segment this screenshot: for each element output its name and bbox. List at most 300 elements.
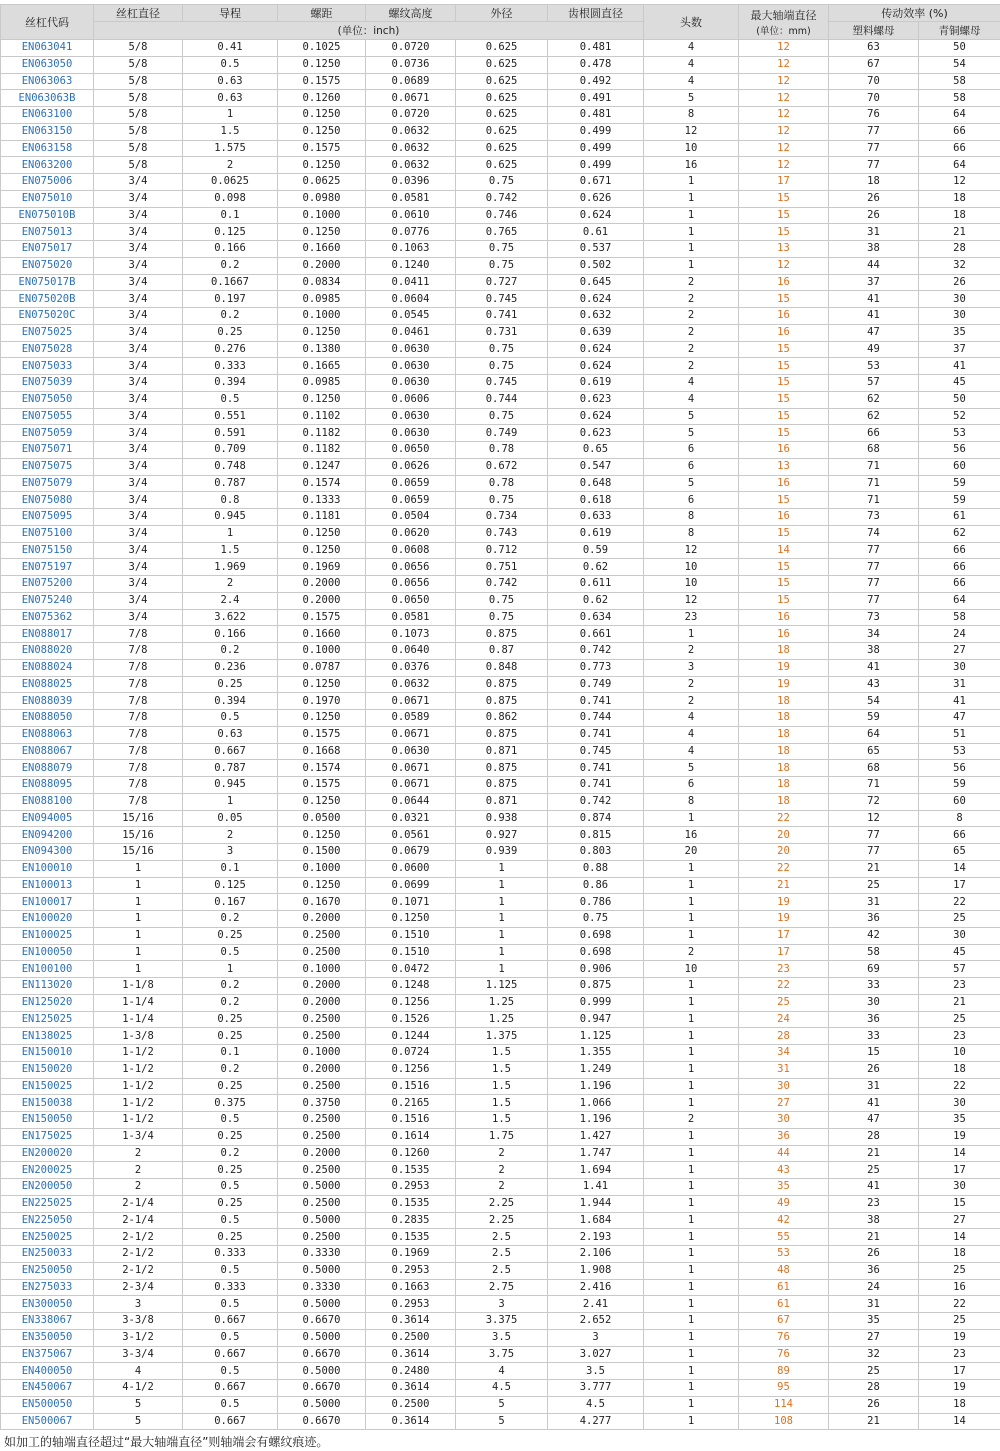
cell-diameter: 3/4 xyxy=(94,592,183,609)
cell-pitch: 0.1668 xyxy=(278,743,366,760)
cell-max-shaft: 16 xyxy=(739,475,829,492)
cell-root-diameter: 1.684 xyxy=(548,1212,644,1229)
cell-bronze-efficiency: 30 xyxy=(919,927,1000,944)
cell-plastic-efficiency: 37 xyxy=(829,274,919,291)
cell-diameter: 7/8 xyxy=(94,710,183,727)
cell-lead: 0.63 xyxy=(183,73,278,90)
cell-code: EN350050 xyxy=(1,1329,94,1346)
cell-bronze-efficiency: 19 xyxy=(919,1329,1000,1346)
table-row xyxy=(1,425,1000,442)
table-row xyxy=(1,1095,1000,1112)
cell-pitch: 0.2500 xyxy=(278,927,366,944)
cell-starts: 2 xyxy=(644,693,739,710)
cell-outer-diameter: 0.875 xyxy=(456,626,548,643)
cell-diameter: 2 xyxy=(94,1145,183,1162)
cell-lead: 0.787 xyxy=(183,475,278,492)
cell-root-diameter: 0.619 xyxy=(548,375,644,392)
cell-diameter: 3-3/4 xyxy=(94,1346,183,1363)
cell-bronze-efficiency: 16 xyxy=(919,1279,1000,1296)
cell-lead: 0.2 xyxy=(183,911,278,928)
cell-thread-height: 0.0472 xyxy=(366,961,456,978)
cell-max-shaft: 12 xyxy=(739,140,829,157)
cell-pitch: 0.3330 xyxy=(278,1246,366,1263)
table-row xyxy=(1,1279,1000,1296)
cell-pitch: 0.1000 xyxy=(278,308,366,325)
cell-plastic-efficiency: 41 xyxy=(829,659,919,676)
cell-starts: 1 xyxy=(644,224,739,241)
cell-max-shaft: 15 xyxy=(739,408,829,425)
cell-pitch: 0.1660 xyxy=(278,626,366,643)
cell-outer-diameter: 0.875 xyxy=(456,693,548,710)
cell-diameter: 2-1/2 xyxy=(94,1246,183,1263)
cell-max-shaft: 18 xyxy=(739,743,829,760)
cell-thread-height: 0.0630 xyxy=(366,425,456,442)
cell-root-diameter: 2.41 xyxy=(548,1296,644,1313)
cell-outer-diameter: 0.625 xyxy=(456,107,548,124)
cell-plastic-efficiency: 77 xyxy=(829,592,919,609)
cell-root-diameter: 0.749 xyxy=(548,676,644,693)
cell-lead: 0.1667 xyxy=(183,274,278,291)
cell-bronze-efficiency: 54 xyxy=(919,56,1000,73)
cell-lead: 0.394 xyxy=(183,693,278,710)
cell-plastic-efficiency: 49 xyxy=(829,341,919,358)
cell-pitch: 0.1574 xyxy=(278,475,366,492)
cell-starts: 20 xyxy=(644,844,739,861)
cell-lead: 0.125 xyxy=(183,224,278,241)
cell-lead: 0.166 xyxy=(183,241,278,258)
cell-diameter: 3/4 xyxy=(94,291,183,308)
cell-pitch: 0.2000 xyxy=(278,911,366,928)
cell-pitch: 0.6670 xyxy=(278,1313,366,1330)
cell-outer-diameter: 2.25 xyxy=(456,1195,548,1212)
cell-outer-diameter: 0.712 xyxy=(456,542,548,559)
table-row xyxy=(1,911,1000,928)
cell-bronze-efficiency: 25 xyxy=(919,1011,1000,1028)
cell-lead: 0.748 xyxy=(183,458,278,475)
cell-diameter: 3/4 xyxy=(94,458,183,475)
cell-thread-height: 0.0504 xyxy=(366,509,456,526)
cell-thread-height: 0.0411 xyxy=(366,274,456,291)
cell-thread-height: 0.1535 xyxy=(366,1229,456,1246)
cell-root-diameter: 3.777 xyxy=(548,1380,644,1397)
table-row xyxy=(1,207,1000,224)
cell-plastic-efficiency: 54 xyxy=(829,693,919,710)
cell-starts: 8 xyxy=(644,107,739,124)
cell-outer-diameter: 0.75 xyxy=(456,592,548,609)
cell-code: EN125020 xyxy=(1,994,94,1011)
cell-code: EN088017 xyxy=(1,626,94,643)
cell-code: EN075055 xyxy=(1,408,94,425)
cell-diameter: 1-1/2 xyxy=(94,1045,183,1062)
cell-pitch: 0.2000 xyxy=(278,1145,366,1162)
cell-max-shaft: 15 xyxy=(739,341,829,358)
cell-root-diameter: 0.648 xyxy=(548,475,644,492)
table-row xyxy=(1,1212,1000,1229)
cell-root-diameter: 0.61 xyxy=(548,224,644,241)
cell-pitch: 0.1250 xyxy=(278,827,366,844)
cell-pitch: 0.1182 xyxy=(278,425,366,442)
cell-root-diameter: 0.671 xyxy=(548,174,644,191)
cell-plastic-efficiency: 36 xyxy=(829,1011,919,1028)
cell-bronze-efficiency: 14 xyxy=(919,1413,1000,1430)
cell-pitch: 0.1250 xyxy=(278,710,366,727)
cell-thread-height: 0.0632 xyxy=(366,123,456,140)
cell-thread-height: 0.1663 xyxy=(366,1279,456,1296)
cell-max-shaft: 114 xyxy=(739,1396,829,1413)
cell-bronze-efficiency: 23 xyxy=(919,1346,1000,1363)
cell-diameter: 3/4 xyxy=(94,358,183,375)
cell-plastic-efficiency: 77 xyxy=(829,559,919,576)
cell-thread-height: 0.0659 xyxy=(366,492,456,509)
table-row xyxy=(1,643,1000,660)
cell-pitch: 0.2000 xyxy=(278,1061,366,1078)
cell-root-diameter: 0.745 xyxy=(548,743,644,760)
cell-starts: 3 xyxy=(644,659,739,676)
table-row xyxy=(1,1078,1000,1095)
cell-bronze-efficiency: 66 xyxy=(919,576,1000,593)
cell-root-diameter: 1.249 xyxy=(548,1061,644,1078)
cell-diameter: 5/8 xyxy=(94,56,183,73)
cell-max-shaft: 44 xyxy=(739,1145,829,1162)
cell-root-diameter: 0.502 xyxy=(548,257,644,274)
cell-outer-diameter: 1.25 xyxy=(456,994,548,1011)
cell-outer-diameter: 0.75 xyxy=(456,358,548,375)
cell-root-diameter: 0.624 xyxy=(548,341,644,358)
cell-root-diameter: 1.125 xyxy=(548,1028,644,1045)
cell-max-shaft: 15 xyxy=(739,559,829,576)
cell-bronze-efficiency: 66 xyxy=(919,542,1000,559)
cell-code: EN075017 xyxy=(1,241,94,258)
cell-code: EN075095 xyxy=(1,509,94,526)
table-row xyxy=(1,760,1000,777)
cell-thread-height: 0.0632 xyxy=(366,157,456,174)
cell-thread-height: 0.0671 xyxy=(366,777,456,794)
cell-bronze-efficiency: 59 xyxy=(919,777,1000,794)
cell-thread-height: 0.0671 xyxy=(366,726,456,743)
cell-pitch: 0.1250 xyxy=(278,391,366,408)
cell-pitch: 0.1260 xyxy=(278,90,366,107)
header-starts: 头数 xyxy=(644,5,739,40)
cell-pitch: 0.1500 xyxy=(278,844,366,861)
cell-plastic-efficiency: 36 xyxy=(829,1262,919,1279)
cell-starts: 1 xyxy=(644,190,739,207)
cell-lead: 0.5 xyxy=(183,710,278,727)
cell-root-diameter: 0.478 xyxy=(548,56,644,73)
cell-outer-diameter: 0.751 xyxy=(456,559,548,576)
cell-pitch: 0.1250 xyxy=(278,157,366,174)
cell-starts: 12 xyxy=(644,123,739,140)
cell-outer-diameter: 0.745 xyxy=(456,291,548,308)
cell-plastic-efficiency: 68 xyxy=(829,760,919,777)
cell-starts: 1 xyxy=(644,207,739,224)
cell-outer-diameter: 0.625 xyxy=(456,40,548,57)
cell-bronze-efficiency: 58 xyxy=(919,90,1000,107)
cell-plastic-efficiency: 25 xyxy=(829,877,919,894)
cell-code: EN500050 xyxy=(1,1396,94,1413)
cell-starts: 1 xyxy=(644,1296,739,1313)
table-row xyxy=(1,1396,1000,1413)
cell-pitch: 0.2000 xyxy=(278,592,366,609)
table-row xyxy=(1,860,1000,877)
cell-code: EN075006 xyxy=(1,174,94,191)
cell-plastic-efficiency: 30 xyxy=(829,994,919,1011)
cell-thread-height: 0.0640 xyxy=(366,643,456,660)
cell-pitch: 0.5000 xyxy=(278,1396,366,1413)
cell-bronze-efficiency: 59 xyxy=(919,492,1000,509)
cell-bronze-efficiency: 35 xyxy=(919,324,1000,341)
cell-max-shaft: 89 xyxy=(739,1363,829,1380)
cell-plastic-efficiency: 77 xyxy=(829,844,919,861)
cell-lead: 1.575 xyxy=(183,140,278,157)
cell-code: EN075028 xyxy=(1,341,94,358)
cell-lead: 1 xyxy=(183,961,278,978)
cell-bronze-efficiency: 56 xyxy=(919,760,1000,777)
cell-root-diameter: 2.652 xyxy=(548,1313,644,1330)
cell-starts: 1 xyxy=(644,1413,739,1430)
cell-bronze-efficiency: 66 xyxy=(919,827,1000,844)
cell-lead: 0.5 xyxy=(183,1262,278,1279)
cell-root-diameter: 0.481 xyxy=(548,40,644,57)
cell-diameter: 5 xyxy=(94,1396,183,1413)
cell-diameter: 7/8 xyxy=(94,743,183,760)
cell-lead: 0.333 xyxy=(183,358,278,375)
cell-thread-height: 0.1516 xyxy=(366,1078,456,1095)
table-row xyxy=(1,1346,1000,1363)
table-row xyxy=(1,408,1000,425)
cell-thread-height: 0.0656 xyxy=(366,576,456,593)
cell-code: EN088050 xyxy=(1,710,94,727)
cell-outer-diameter: 1.75 xyxy=(456,1128,548,1145)
cell-plastic-efficiency: 63 xyxy=(829,40,919,57)
cell-bronze-efficiency: 22 xyxy=(919,1078,1000,1095)
cell-diameter: 7/8 xyxy=(94,626,183,643)
cell-code: EN088025 xyxy=(1,676,94,693)
cell-pitch: 0.6670 xyxy=(278,1380,366,1397)
table-row xyxy=(1,525,1000,542)
cell-bronze-efficiency: 14 xyxy=(919,1229,1000,1246)
footnote: 如加工的轴端直径超过“最大轴端直径”则轴端会有螺纹痕迹。 xyxy=(4,1435,329,1449)
cell-pitch: 0.1665 xyxy=(278,358,366,375)
cell-starts: 10 xyxy=(644,961,739,978)
cell-lead: 1 xyxy=(183,107,278,124)
cell-starts: 2 xyxy=(644,358,739,375)
cell-bronze-efficiency: 23 xyxy=(919,978,1000,995)
cell-pitch: 0.1250 xyxy=(278,525,366,542)
cell-lead: 1.5 xyxy=(183,542,278,559)
table-row xyxy=(1,140,1000,157)
cell-thread-height: 0.0396 xyxy=(366,174,456,191)
cell-bronze-efficiency: 64 xyxy=(919,107,1000,124)
cell-bronze-efficiency: 62 xyxy=(919,525,1000,542)
cell-bronze-efficiency: 66 xyxy=(919,123,1000,140)
cell-thread-height: 0.2500 xyxy=(366,1396,456,1413)
cell-root-diameter: 0.59 xyxy=(548,542,644,559)
cell-thread-height: 0.3614 xyxy=(366,1346,456,1363)
cell-max-shaft: 30 xyxy=(739,1112,829,1129)
table-row xyxy=(1,877,1000,894)
cell-pitch: 0.2500 xyxy=(278,1078,366,1095)
cell-pitch: 0.2500 xyxy=(278,1195,366,1212)
cell-plastic-efficiency: 25 xyxy=(829,1162,919,1179)
cell-code: EN075025 xyxy=(1,324,94,341)
cell-bronze-efficiency: 23 xyxy=(919,1028,1000,1045)
cell-root-diameter: 1.944 xyxy=(548,1195,644,1212)
cell-max-shaft: 53 xyxy=(739,1246,829,1263)
cell-outer-diameter: 3 xyxy=(456,1296,548,1313)
cell-starts: 4 xyxy=(644,710,739,727)
cell-pitch: 0.1575 xyxy=(278,609,366,626)
cell-plastic-efficiency: 57 xyxy=(829,375,919,392)
cell-thread-height: 0.1240 xyxy=(366,257,456,274)
cell-thread-height: 0.0604 xyxy=(366,291,456,308)
table-row xyxy=(1,927,1000,944)
cell-code: EN250033 xyxy=(1,1246,94,1263)
cell-root-diameter: 0.786 xyxy=(548,894,644,911)
cell-root-diameter: 0.624 xyxy=(548,358,644,375)
table-row xyxy=(1,810,1000,827)
cell-thread-height: 0.0321 xyxy=(366,810,456,827)
cell-lead: 0.667 xyxy=(183,1313,278,1330)
cell-bronze-efficiency: 17 xyxy=(919,877,1000,894)
cell-thread-height: 0.1256 xyxy=(366,1061,456,1078)
cell-lead: 0.25 xyxy=(183,324,278,341)
cell-plastic-efficiency: 42 xyxy=(829,927,919,944)
cell-code: EN075039 xyxy=(1,375,94,392)
cell-lead: 0.5 xyxy=(183,1363,278,1380)
header-max-shaft-title: 最大轴端直径 xyxy=(750,9,817,22)
cell-thread-height: 0.0776 xyxy=(366,224,456,241)
cell-max-shaft: 43 xyxy=(739,1162,829,1179)
cell-outer-diameter: 1.5 xyxy=(456,1045,548,1062)
cell-diameter: 5/8 xyxy=(94,90,183,107)
cell-plastic-efficiency: 31 xyxy=(829,1078,919,1095)
cell-thread-height: 0.0656 xyxy=(366,559,456,576)
cell-thread-height: 0.3614 xyxy=(366,1313,456,1330)
cell-bronze-efficiency: 57 xyxy=(919,961,1000,978)
cell-code: EN100100 xyxy=(1,961,94,978)
cell-starts: 8 xyxy=(644,509,739,526)
cell-outer-diameter: 1 xyxy=(456,927,548,944)
cell-plastic-efficiency: 71 xyxy=(829,777,919,794)
cell-root-diameter: 0.86 xyxy=(548,877,644,894)
cell-outer-diameter: 0.625 xyxy=(456,73,548,90)
cell-thread-height: 0.1526 xyxy=(366,1011,456,1028)
cell-max-shaft: 95 xyxy=(739,1380,829,1397)
cell-diameter: 3/4 xyxy=(94,224,183,241)
cell-plastic-efficiency: 62 xyxy=(829,408,919,425)
cell-code: EN338067 xyxy=(1,1313,94,1330)
cell-bronze-efficiency: 18 xyxy=(919,1246,1000,1263)
cell-code: EN250025 xyxy=(1,1229,94,1246)
cell-outer-diameter: 0.75 xyxy=(456,174,548,191)
cell-plastic-efficiency: 33 xyxy=(829,1028,919,1045)
cell-code: EN075362 xyxy=(1,609,94,626)
cell-lead: 0.2 xyxy=(183,1061,278,1078)
cell-plastic-efficiency: 66 xyxy=(829,425,919,442)
cell-pitch: 0.1250 xyxy=(278,324,366,341)
cell-lead: 0.2 xyxy=(183,994,278,1011)
table-row xyxy=(1,659,1000,676)
cell-thread-height: 0.0630 xyxy=(366,743,456,760)
table-row xyxy=(1,978,1000,995)
cell-plastic-efficiency: 71 xyxy=(829,492,919,509)
cell-thread-height: 0.0650 xyxy=(366,592,456,609)
cell-max-shaft: 20 xyxy=(739,844,829,861)
cell-root-diameter: 0.742 xyxy=(548,643,644,660)
cell-lead: 0.591 xyxy=(183,425,278,442)
table-row xyxy=(1,961,1000,978)
cell-outer-diameter: 0.741 xyxy=(456,308,548,325)
table-row xyxy=(1,1329,1000,1346)
table-row xyxy=(1,475,1000,492)
cell-diameter: 1-1/2 xyxy=(94,1061,183,1078)
table-row xyxy=(1,576,1000,593)
cell-lead: 0.197 xyxy=(183,291,278,308)
table-row xyxy=(1,341,1000,358)
cell-diameter: 3/4 xyxy=(94,542,183,559)
table-row xyxy=(1,1128,1000,1145)
cell-max-shaft: 19 xyxy=(739,676,829,693)
table-row xyxy=(1,1028,1000,1045)
cell-thread-height: 0.0630 xyxy=(366,341,456,358)
cell-outer-diameter: 1.375 xyxy=(456,1028,548,1045)
cell-plastic-efficiency: 18 xyxy=(829,174,919,191)
cell-plastic-efficiency: 77 xyxy=(829,576,919,593)
cell-pitch: 0.2500 xyxy=(278,1162,366,1179)
cell-outer-diameter: 0.765 xyxy=(456,224,548,241)
cell-starts: 10 xyxy=(644,559,739,576)
cell-diameter: 2-1/4 xyxy=(94,1212,183,1229)
table-row xyxy=(1,710,1000,727)
cell-code: EN200050 xyxy=(1,1179,94,1196)
cell-pitch: 0.5000 xyxy=(278,1296,366,1313)
cell-lead: 1 xyxy=(183,793,278,810)
table-row xyxy=(1,1380,1000,1397)
cell-outer-diameter: 1 xyxy=(456,877,548,894)
cell-code: EN500067 xyxy=(1,1413,94,1430)
cell-pitch: 0.1970 xyxy=(278,693,366,710)
cell-outer-diameter: 0.742 xyxy=(456,190,548,207)
cell-bronze-efficiency: 21 xyxy=(919,224,1000,241)
cell-root-diameter: 0.741 xyxy=(548,777,644,794)
cell-pitch: 0.3330 xyxy=(278,1279,366,1296)
cell-thread-height: 0.1071 xyxy=(366,894,456,911)
cell-lead: 0.333 xyxy=(183,1246,278,1263)
cell-code: EN063100 xyxy=(1,107,94,124)
table-row xyxy=(1,157,1000,174)
cell-starts: 1 xyxy=(644,626,739,643)
cell-lead: 0.25 xyxy=(183,1028,278,1045)
cell-starts: 2 xyxy=(644,324,739,341)
cell-pitch: 0.2000 xyxy=(278,257,366,274)
cell-starts: 2 xyxy=(644,341,739,358)
cell-max-shaft: 24 xyxy=(739,1011,829,1028)
cell-outer-diameter: 0.871 xyxy=(456,743,548,760)
cell-pitch: 0.6670 xyxy=(278,1346,366,1363)
header-thread-height: 螺纹高度 xyxy=(366,5,456,22)
cell-code: EN088067 xyxy=(1,743,94,760)
cell-diameter: 5/8 xyxy=(94,40,183,57)
cell-plastic-efficiency: 31 xyxy=(829,1296,919,1313)
cell-diameter: 2 xyxy=(94,1162,183,1179)
cell-outer-diameter: 0.745 xyxy=(456,375,548,392)
cell-pitch: 0.1000 xyxy=(278,207,366,224)
cell-root-diameter: 0.491 xyxy=(548,90,644,107)
cell-max-shaft: 28 xyxy=(739,1028,829,1045)
cell-max-shaft: 18 xyxy=(739,726,829,743)
cell-bronze-efficiency: 60 xyxy=(919,458,1000,475)
cell-plastic-efficiency: 67 xyxy=(829,56,919,73)
